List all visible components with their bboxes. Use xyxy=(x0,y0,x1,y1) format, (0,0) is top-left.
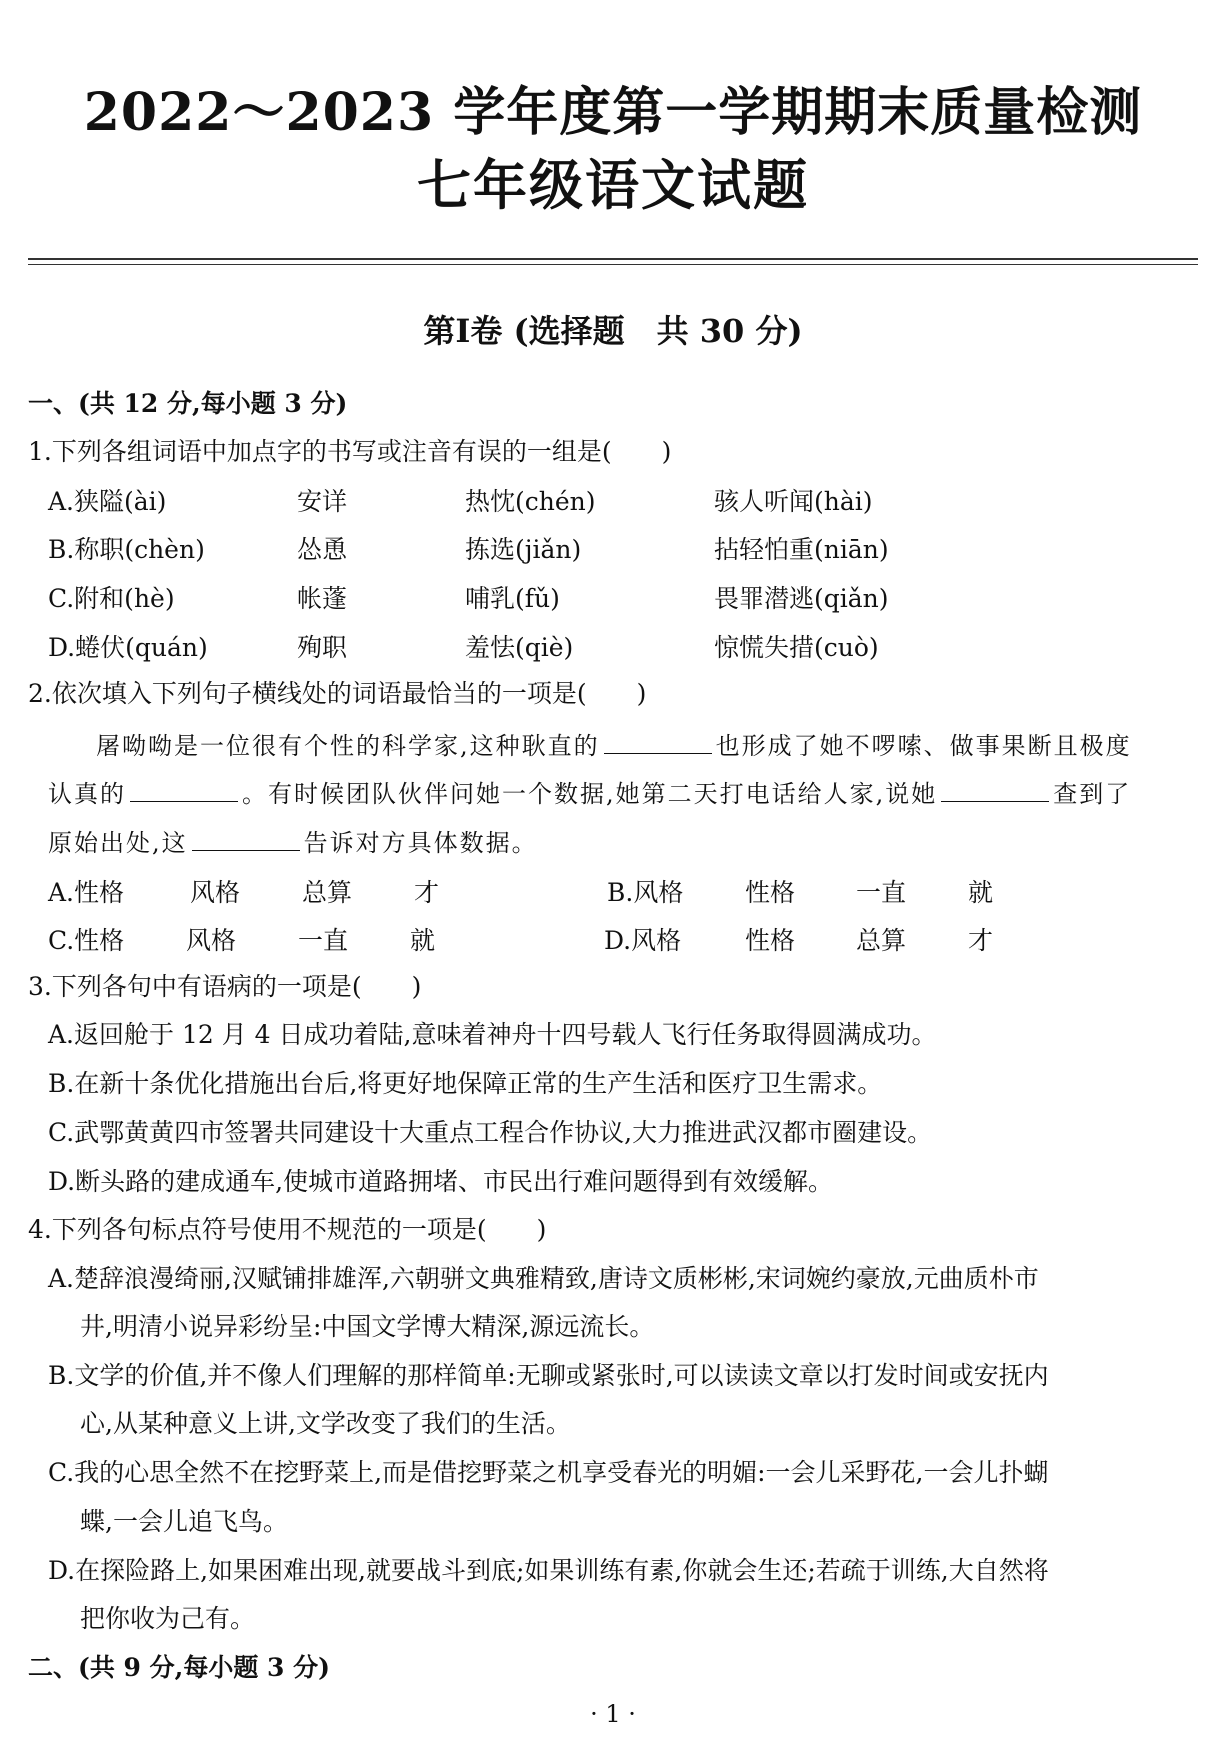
q1-d-item3: 羞怯(qiè) xyxy=(465,633,574,662)
q3-option-c: C.武鄂黄黄四市签署共同建设十大重点工程合作协议,大力推进武汉都市圈建设。 xyxy=(48,1118,933,1147)
q1-d-item4: 惊慌失措(cuò) xyxy=(714,633,879,662)
q2-a-item2: 风格 xyxy=(190,878,241,907)
q2-d-item2: 性格 xyxy=(745,926,796,955)
q2-passage-text: 。有时候团队伙伴问她一个数据,她第二天打电话给人家,说她 xyxy=(242,780,938,808)
q2-passage-line1 xyxy=(96,726,1132,761)
part2-heading: 二、(共 9 分,每小题 3 分) xyxy=(28,1653,330,1682)
q4-option-a-line2: 井,明清小说异彩纷呈:中国文学博大精深,源远流长。 xyxy=(80,1312,655,1341)
q1-c-item4: 畏罪潜逃(qiǎn) xyxy=(714,584,889,613)
q1-c-item3: 哺乳(fǔ) xyxy=(465,584,560,613)
q1-d-item2: 殉职 xyxy=(297,633,348,662)
header-divider-thin xyxy=(28,264,1198,265)
q4-option-c-line1: C.我的心思全然不在挖野菜上,而是借挖野菜之机享受春光的明媚:一会儿采野花,一会儿扑蝴 xyxy=(48,1458,1049,1487)
q1-b-item3: 拣选(jiǎn) xyxy=(465,535,582,564)
page-number: · 1 · xyxy=(590,1700,636,1728)
exam-title-line2: 七年级语文试题 xyxy=(417,153,809,217)
q1-stem: 1.下列各组词语中加点字的书写或注音有误的一组是( ) xyxy=(28,437,672,466)
q1-d-item1: D.蜷伏(quán) xyxy=(48,633,208,662)
q2-c-item2: 风格 xyxy=(186,926,237,955)
q1-a-item3: 热忱(chén) xyxy=(465,487,596,516)
q4-option-c-line2: 蝶,一会儿追飞鸟。 xyxy=(80,1507,288,1536)
q4-stem: 4.下列各句标点符号使用不规范的一项是( ) xyxy=(28,1215,547,1244)
q2-d-item4: 才 xyxy=(968,926,994,955)
q2-a-item4: 才 xyxy=(414,878,440,907)
q2-passage-text: 查到了 xyxy=(1053,780,1132,808)
q2-b-item1: B.风格 xyxy=(607,878,684,907)
q2-passage-line3 xyxy=(48,823,538,858)
q2-passage-text: 告诉对方具体数据。 xyxy=(303,829,538,857)
q3-stem: 3.下列各句中有语病的一项是( ) xyxy=(28,972,422,1001)
q2-passage-text: 也形成了她不啰嗦、做事果断且极度 xyxy=(715,732,1132,760)
q2-d-item1: D.风格 xyxy=(604,926,682,955)
q1-b-item1: B.称职(chèn) xyxy=(48,535,205,564)
q2-d-item3: 总算 xyxy=(856,926,907,955)
q2-passage-text: 认真的 xyxy=(48,780,126,808)
q3-option-b: B.在新十条优化措施出台后,将更好地保障正常的生产生活和医疗卫生需求。 xyxy=(48,1069,883,1098)
q1-a-item1: A.狭隘(ài) xyxy=(48,487,167,516)
q2-c-item3: 一直 xyxy=(298,926,349,955)
q2-passage-text: 屠呦呦是一位很有个性的科学家,这种耿直的 xyxy=(96,732,600,760)
q1-a-item4: 骇人听闻(hài) xyxy=(714,487,873,516)
q4-option-a-line1: A.楚辞浪漫绮丽,汉赋铺排雄浑,六朝骈文典雅精致,唐诗文质彬彬,宋词婉约豪放,元曲质朴市 xyxy=(48,1264,1039,1293)
q1-b-item2: 怂恿 xyxy=(297,535,348,564)
q3-option-a: A.返回舱于 12 月 4 日成功着陆,意味着神舟十四号载人飞行任务取得圆满成功。 xyxy=(48,1020,937,1049)
q2-b-item3: 一直 xyxy=(856,878,907,907)
fill-blank-1 xyxy=(604,731,712,754)
q2-stem: 2.依次填入下列句子横线处的词语最恰当的一项是( ) xyxy=(28,679,647,708)
section-title: 第Ⅰ卷 (选择题 共 30 分) xyxy=(423,312,803,350)
q4-option-d-line1: D.在探险路上,如果困难出现,就要战斗到底;如果训练有素,你就会生还;若疏于训练,大自然将 xyxy=(48,1556,1049,1585)
header-divider-thick xyxy=(28,258,1198,260)
q2-b-item4: 就 xyxy=(968,878,994,907)
q2-c-item1: C.性格 xyxy=(48,926,125,955)
exam-title-line1: 2022～2023 学年度第一学期期末质量检测 xyxy=(83,82,1143,143)
fill-blank-2 xyxy=(130,779,238,802)
q2-c-item4: 就 xyxy=(410,926,436,955)
q4-option-b-line2: 心,从某种意义上讲,文学改变了我们的生活。 xyxy=(80,1409,571,1438)
q2-b-item2: 性格 xyxy=(745,878,796,907)
q4-option-d-line2: 把你收为己有。 xyxy=(80,1604,256,1633)
q2-a-item1: A.性格 xyxy=(48,878,125,907)
q2-passage-text: 原始出处,这 xyxy=(48,829,188,857)
q1-b-item4: 拈轻怕重(niān) xyxy=(714,535,889,564)
q1-c-item2: 帐蓬 xyxy=(297,584,348,613)
fill-blank-4 xyxy=(192,828,300,851)
q1-c-item1: C.附和(hè) xyxy=(48,584,175,613)
q4-option-b-line1: B.文学的价值,并不像人们理解的那样简单:无聊或紧张时,可以读读文章以打发时间或安抚内 xyxy=(48,1361,1049,1390)
q2-a-item3: 总算 xyxy=(302,878,353,907)
fill-blank-3 xyxy=(941,779,1049,802)
q3-option-d: D.断头路的建成通车,使城市道路拥堵、市民出行难问题得到有效缓解。 xyxy=(48,1167,834,1196)
part1-heading: 一、(共 12 分,每小题 3 分) xyxy=(28,389,348,418)
q2-passage-line2 xyxy=(48,774,1131,809)
q1-a-item2: 安详 xyxy=(297,487,348,516)
